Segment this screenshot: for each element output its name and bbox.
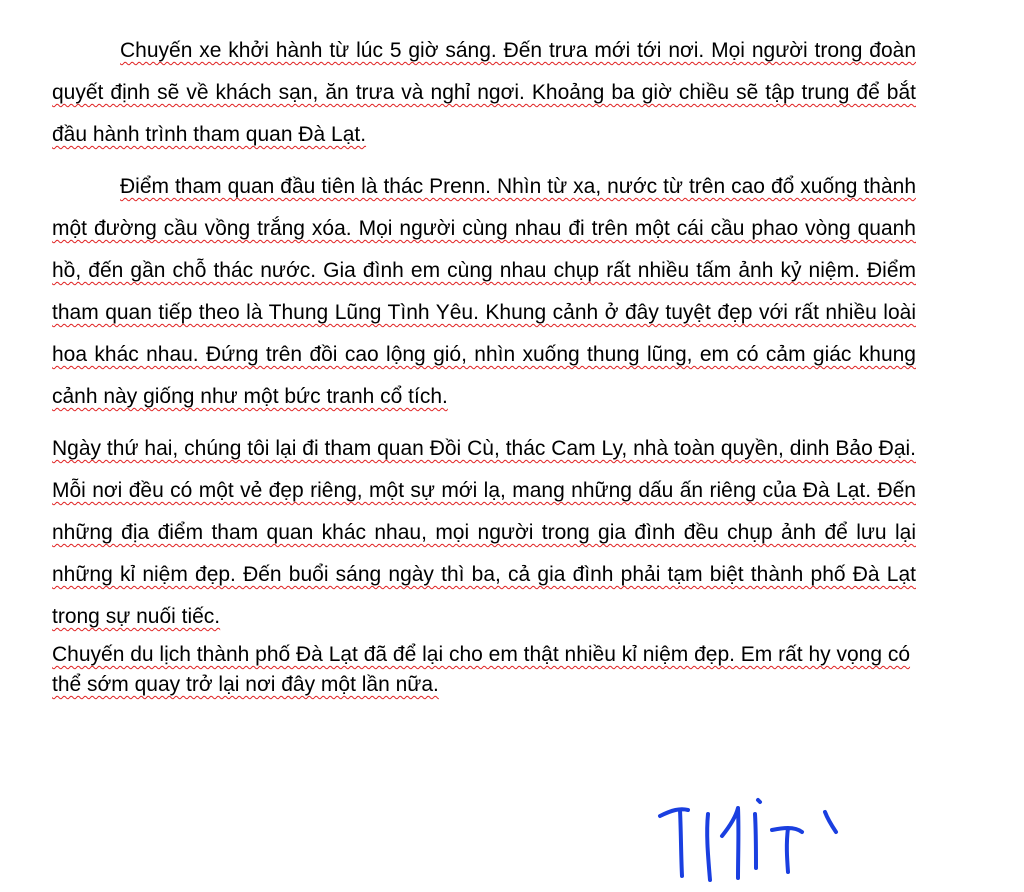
signature-strokes bbox=[660, 800, 836, 880]
paragraph-1 bbox=[52, 30, 916, 156]
document-body bbox=[52, 30, 916, 710]
paragraph-3-text: Ngày thứ hai, chúng tôi lại đi tham quan Đồi Cù, thác Cam Ly, nhà toàn quyền, dinh Bảo Đại. Mỗi nơi đều có một vẻ đẹp riêng, một sự mới lạ, mang những dấu ấn riêng của Đà Lạt. Đến những địa điểm tham quan khác nhau, mọi người trong gia đình đều chụp ảnh để lưu lại những kỉ niệm đẹp. Đến buổi sáng ngày thì ba, cả gia đình phải tạm biệt thành phố Đà Lạt trong sự nuối tiếc. bbox=[52, 437, 916, 628]
handwritten-signature bbox=[650, 786, 850, 886]
paragraph-4 bbox=[52, 640, 916, 700]
paragraph-3 bbox=[52, 428, 916, 638]
paragraph-1-text: Chuyến xe khởi hành từ lúc 5 giờ sáng. Đến trưa mới tới nơi. Mọi người trong đoàn quyết định sẽ về khách sạn, ăn trưa và nghỉ ngơi. Khoảng ba giờ chiều sẽ tập trung để bắt đầu hành trình tham quan Đà Lạt. bbox=[52, 39, 916, 146]
paragraph-2 bbox=[52, 166, 916, 418]
paragraph-4-text: Chuyến du lịch thành phố Đà Lạt đã để lại cho em thật nhiều kỉ niệm đẹp. Em rất hy vọng có thể sớm quay trở lại nơi đây một lần nữa. bbox=[52, 643, 911, 696]
paragraph-2-text: Điểm tham quan đầu tiên là thác Prenn. Nhìn từ xa, nước từ trên cao đổ xuống thành một đường cầu vồng trắng xóa. Mọi người cùng nhau đi trên một cái cầu phao vòng quanh hồ, đến gần chỗ thác nước. Gia đình em cùng nhau chụp rất nhiều tấm ảnh kỷ niệm. Điểm tham quan tiếp theo là Thung Lũng Tình Yêu. Khung cảnh ở đây tuyệt đẹp với rất nhiều loài hoa khác nhau. Đứng trên đồi cao lộng gió, nhìn xuống thung lũng, em có cảm giác khung cảnh này giống như một bức tranh cổ tích. bbox=[52, 175, 916, 408]
